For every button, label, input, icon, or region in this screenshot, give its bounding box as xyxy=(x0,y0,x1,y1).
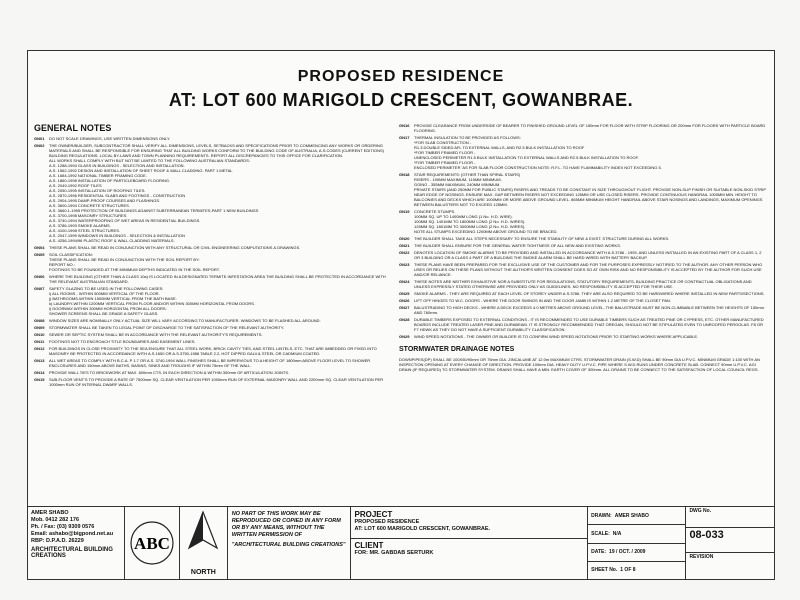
general-note xyxy=(399,250,767,260)
note-number: GN20 xyxy=(399,236,410,241)
general-note xyxy=(399,317,767,332)
note-text: SOIL CLASSIFICATION: THESE PLANS SHALL BE READ IN CONJUNCTION WITH THE SOIL REPORT BY: REPORT NO.: FOOTINGS TO BE FOUNDED AT THE MINIMUM DEPTHS INDICATED IN THE SOIL REPORT. xyxy=(49,252,220,272)
note-text: DENOTES LOCATION OF SMOKE ALARMS TO BE PROVIDED AND INSTALLED IN ACCORDANCE WITH A.S.3786 - 1993, AND UNLESS INSTALLED IN AN EXISTING PART OF A CLASS 1, 2 OR 3 BUILDING OR A CLASS 4 PART OF A BUILDING THE SMOKE ALARM SHALL BE HARD WIRED WITH BATTERY BACKUP. xyxy=(414,250,762,260)
project-address: AT: LOT 600 MARIGOLD CRESCENT, GOWANBRAE. xyxy=(354,526,491,532)
general-note xyxy=(399,262,767,277)
drawn-label: DRAWN: xyxy=(591,512,612,519)
sheet-value: 1 OF 8 xyxy=(620,567,636,574)
note-number: GN04 xyxy=(34,245,45,250)
note-text: THESE PLANS HAVE BEEN PREPARED FOR THE EXCLUSIVE USE OF THE CUSTOMER AND FOR THE PURPOSES EXPRESSLY NOTIFIED TO THE AUTHOR. ANY OTHER PERSON WHO USES OR RELIES ON THESE PLANS WITHOUT THE AUTHOR'S WRITTEN CONSENT DOES SO AT OWN RISK AND NO RESPONSIBILITY IS ACCEPTED BY THE AUTHOR FOR SUCH USE AND/OR RELIANCE. xyxy=(414,262,763,277)
general-note xyxy=(34,286,392,316)
firm-phone: Ph. / Fax: (03) 9309 0576 xyxy=(31,524,95,530)
general-note xyxy=(34,370,392,375)
note-text: THE BUILDER SHALL TAKE ALL STEPS NECESSARY TO ENSURE THE STABILITY OF NEW & EXIST. STRUCTURE DURING ALL WORKS. xyxy=(414,236,670,241)
note-number: GN08 xyxy=(34,318,45,323)
general-note xyxy=(399,243,767,248)
note-text: SUB-FLOOR VENT'S TO PROVIDE A RATE OF 7500mm SQ. CLEAR VENTILATION PER 1000mm RUN OF EXTERNAL MASONRY WALL AND 2200mm SQ. CLEAR VENTILATION PER 1000mm RUN OF INTERNAL DWARF WALLS. xyxy=(49,377,384,387)
firm-rbp: RBP: D.P.A.D. 26229 xyxy=(31,538,84,544)
note-number: GN26 xyxy=(399,298,410,303)
note-number: GN01 xyxy=(34,136,45,141)
firm-email: Email: ashabo@bigpond.net.au xyxy=(31,531,114,537)
note-text: CONCRETE STUMPS. 100MM SQ. UP TO 1400MM LONG (1 No. H.D. WIRE). 100MM SQ. 1401MM TO 1800MM LONG (2 No. H.D. WIRES). 125MM SQ. 1801MM TO 3000MM LONG (2 No. H.D. WIRES). NOTE ALL STUMPS EXCEEDING 1200MM ABOVE GROUND TO BE BRACED. xyxy=(414,209,558,234)
general-note xyxy=(34,358,392,368)
note-number: GN21 xyxy=(399,243,410,248)
note-text: PROVIDE WALL TIES TO BRICKWORK AT MAX. 600mm CTS. IN EACH DIRECTION & WITHIN 300mm OF ARTICULATION JOINTS. xyxy=(49,370,290,375)
note-number: GN07 xyxy=(34,286,45,291)
abc-logo-icon xyxy=(127,518,177,568)
general-note xyxy=(34,143,392,243)
right-notes-list xyxy=(399,123,767,339)
copyright-notice xyxy=(228,507,351,579)
north-point xyxy=(180,507,228,579)
note-text: WIND SPEED NOTATIONS - THE OWNER OR BUILDER IS TO CONFIRM WIND SPEED NOTATIONS PRIOR TO STARTING WORKS WHERE APPLICABLE. xyxy=(414,334,699,339)
general-note xyxy=(399,123,767,133)
client-label: CLIENT xyxy=(354,541,384,550)
general-note xyxy=(34,252,392,272)
note-number: GN23 xyxy=(399,262,410,267)
note-text: FOOTINGS NOT TO ENCROACH TITLE BOUNDARIES AND EASEMENT LINES. xyxy=(49,339,196,344)
general-notes-right xyxy=(399,123,767,372)
note-text: LIFT OFF HINGES TO W.C. DOORS - WHERE THE DOOR SWINGS IN AND THE DOOR JAMB IS WITHIN 1.2 METRE OF THE CLOSET PAN. xyxy=(414,298,671,303)
firm-contact xyxy=(28,507,125,579)
firm-full-name: ARCHITECTURAL BUILDING CREATIONS xyxy=(31,547,113,559)
note-number: GN10 xyxy=(34,332,45,337)
note-number: GN13 xyxy=(34,358,45,363)
note-text: STAIR REQUIREMENTS: (OTHER THAN SPIRAL STAIRS) RISERS - 190MM MAXIMUM, 115MM MINIMUM. GOING - 355MM MAXIMUM, 240MM MINIMUM. PRIVATE STAIRS (AND 250MM FOR PUBLIC STAIRS) RISERS AND TREADS TO BE CONSTANT IN SIZE THROUGHOUT FLIGHT. PROVIDE NON-SLIP FINISH OR SUITABLE NON-SKID STRIP NEAR EDGE OF NOSINGS. ENSURE MAX. GAP BETWEEN RISERS NOT EXCEEDING 125MM OR USE CLOSED RISERS. PROVIDE CONTINUOUS HANDRAIL 1000MM MIN. HEIGHT TO BALCONIES AND DECKS WHICH ARE 1000MM OR MORE ABOVE GROUND LEVEL. 865MM MINIMUM HEIGHT HANDRAIL ABOVE STAIR NOSINGS AND LANDINGS, MAXIMUM OPENINGS BETWEEN BALUSTERS NOT TO EXCEED 125MM. xyxy=(414,172,766,207)
general-note xyxy=(399,236,767,241)
date-value: 19 / OCT. / 2009 xyxy=(609,549,646,556)
date-label: DATE: xyxy=(591,549,607,556)
note-number: GN06 xyxy=(34,274,45,279)
note-number: GN02 xyxy=(34,143,45,148)
drawing-sheet xyxy=(27,50,775,580)
project-label: PROJECT xyxy=(354,510,393,519)
firm-mobile: Mob. 0412 282 176 xyxy=(31,517,80,523)
drawing-number-block xyxy=(686,507,774,579)
general-note xyxy=(399,172,767,207)
general-note xyxy=(34,318,392,323)
general-notes-left xyxy=(34,123,392,389)
note-text: WHERE THE BUILDING (OTHER THAN A CLASS 10a) IS LOCATED IN A DESIGNATED TERMITE INFESTATION AREA THE BUILDING SHALL BE PROTECTED IN ACCORDANCE WITH THE RELEVANT AUSTRALIAN STANDARD. xyxy=(49,274,386,284)
note-text: ALL WET AREAS TO COMPLY WITH B.C.A. P 1.7 OR A.S. 3740-1994 WALL FINISHES SHALL BE IMPERVIOUS TO A HEIGHT OF 1800mm ABOVE FLOOR LEVEL TO SHOWER ENCLOSURES AND 150mm ABOVE BATHS, BASINS, SINKS AND TROUGHS IF WITHIN 75mm OF THE WALL. xyxy=(49,358,371,368)
note-text: STORMWATER SHALL BE TAKEN TO LEGAL POINT OF DISCHARGE TO THE SATISFACTION OF THE RELEVANT AUTHORITY. xyxy=(49,325,285,330)
note-text: SAFETY GLAZING TO BE USED IN THE FOLLOWING CASES: i) ALL ROOMS - WITHIN 500MM VERTICAL OF THE FLOOR. j) BATHROOMS-WITHIN 1500MM VERTICAL FROM THE BATH BASE. k) LAUNDRY-WITHIN 1200MM VERTICAL FROM FLOOR AND/OR WITHIN 300MM HORIZONTAL FROM DOORS. l) DOORWAY-WITHIN 300MM HORIZONTAL FROM ALL DOORS. SHOWER SCREENS SHALL BE GRADE A SAFETY GLASS. xyxy=(49,286,256,316)
note-text: DO NOT SCALE DRAWINGS, USE WRITTEN DIMENSIONS ONLY. xyxy=(49,136,171,141)
left-notes-list xyxy=(34,136,392,387)
firm-name: AMER SHABO xyxy=(31,510,69,516)
stormwater-text: DOWNPIPES(DP) SHALL BE 100X50/90mm OR 75mm DIA. ZINCALUME AT 12.0m MAXIMUM CTRS. STORMWATER DRAIN (S.W.D) SHALL BE 90mm DIA U.P.V.C. MINIMUM GRADE 1:100 WITH AN INSPECTION OPENING AT EVERY CHANGE OF DIRECTION. PROVIDE 100mm DIA. HEAVY DUTY U.P.V.C. PIPE WHERE S.W.D RUNS UNDER CONCRETE SLAB. CONNECT 90mm U.P.V.C. AGI DRAIN (IF REQUIRED) TO STORMWATER SYSTEM. DRAINS SHALL HAVE A MIN. EARTH COVER OF 300mm. ALL DRAINS TO BE CONNECT TO THE SATISFACTION OF LOCAL COUNCIL REGS. xyxy=(399,357,760,372)
note-number: GN12 xyxy=(34,346,45,351)
note-number: GN28 xyxy=(399,317,410,322)
general-note xyxy=(34,325,392,330)
sheet-title: PROPOSED RESIDENCE xyxy=(297,68,505,85)
logo-text: ABC xyxy=(133,534,170,553)
scale-label: SCALE: xyxy=(591,530,610,537)
revision-label: REVISION xyxy=(689,554,714,560)
dwg-value: 08-033 xyxy=(686,528,774,553)
note-number: GN18 xyxy=(399,172,410,177)
note-number: GN17 xyxy=(399,135,410,140)
note-text: PROVIDE CLEARANCE FROM UNDERSIDE OF BEARER TO FINISHED GROUND LEVEL OF 150mm FOR FLOOR WITH STRIP FLOORING OR 200mm FOR FLOORS WITH PARTICLE BOARD FLOORING. xyxy=(414,123,766,133)
dwg-label: DWG No. xyxy=(686,507,774,528)
north-label: NORTH xyxy=(190,569,216,576)
drawing-meta xyxy=(588,507,686,579)
general-note xyxy=(399,209,767,234)
note-number: GN22 xyxy=(399,250,410,255)
sheet-label: SHEET No. xyxy=(591,567,618,574)
note-text: SEWER OR SEPTIC SYSTEM SHALL BE IN ACCORDANCE WITH THE RELEVANT AUTHORITY'S REQUIREMENTS. xyxy=(49,332,263,337)
note-number: GN25 xyxy=(399,291,410,296)
general-notes-heading: GENERAL NOTES xyxy=(34,123,112,133)
note-text: THESE NOTES ARE NEITHER EXHAUSTIVE NOR A SUBSTITUTE FOR REGULATIONS, STATUTORY REQUIREMENTS, BUILDING PRACTICE OR CONTRACTUAL OBLIGATIONS AND UNLESS EXPRESSLY STATED OTHERWISE ARE PROVIDED ONLY AS GUIDELINES. NO RESPONSIBILITY IS ACCEPTED FOR THEIR USE. xyxy=(414,279,752,289)
note-number: GN09 xyxy=(34,325,45,330)
note-text: FOR BUILDINGS IN CLOSE PROXIMITY TO THE SEA ENSURE THAT ALL STEEL WORK, BRICK CAVITY TIES, AND STEEL LINTELS, ETC. THAT ARE IMBEDDED OR FIXED INTO MASONRY BE PROTECTED IN ACCORDANCE WITH A.S.1650 OR A.S.3750-1988 TABLE 2.2, HOT DIPPED GALV.& STEEL OR CADMIUM COATED. xyxy=(49,346,377,356)
note-number: GN16 xyxy=(399,123,410,128)
drawn-value: AMER SHABO xyxy=(614,512,649,519)
note-text: DURABLE TIMBERS EXPOSED TO EXTERNAL CONDITIONS - IT IS RECOMMENDED TO USE DURABLE TIMBERS SUCH AS TREATED PINE OR CYPRESS, ETC. OTHER MANUFACTURED BOARDS INCLUDE TREATED LASER PINE AND DURABEAM. IT IS STRONGLY RECOMMENDED THAT OREGAN, SHOULD NOT BE STIPULATED EVEN TO UNROOFED PERGOLAS. F8 OR F7 HDWK AS THEY DO NOT HAVE A SUFFICIENT DURABILITY CLASSIFICATION. xyxy=(414,317,764,332)
note-text: THESE PLANS SHALL BE READ IN CONJUNCTION WITH ANY STRUCTURAL OR CIVIL ENGINEERING COMPUTATIONS & DRAWINGS. xyxy=(49,245,301,250)
note-number: GN14 xyxy=(34,370,45,375)
general-note xyxy=(34,245,392,250)
note-number: GN27 xyxy=(399,305,410,310)
north-arrow-icon xyxy=(183,510,223,556)
abc-logo xyxy=(125,507,180,579)
note-text: WINDOW SIZES ARE NOMINALLY ONLY ACTUAL SIZE WILL VARY ACCORDING TO MANUFACTURER. WINDOWS TO BE FLASHED ALL AROUND. xyxy=(49,318,321,323)
general-note xyxy=(34,377,392,387)
general-note xyxy=(34,136,392,141)
title-block xyxy=(28,506,774,579)
project-block xyxy=(351,507,589,579)
general-note xyxy=(399,334,767,339)
note-number: GN29 xyxy=(399,334,410,339)
general-note xyxy=(399,305,767,315)
sheet-address: AT: LOT 600 MARIGOLD CRESCENT, GOWANBRAE. xyxy=(168,90,634,110)
note-number: GN15 xyxy=(34,377,45,382)
general-note xyxy=(34,339,392,344)
general-note xyxy=(399,298,767,303)
general-note xyxy=(34,274,392,284)
project-value: PROPOSED RESIDENCE xyxy=(354,519,420,525)
note-text: THERMAL INSULATION TO BE PROVIDED AS FOLLOWS: *FOR SLAB CONSTRUCTION - R1.3 DOUBLE SIDED AFL TO EXTERNAL WALLS, AND R2.5 BULK INSTALLATION TO ROOF *FOR TIMBER FRAMED FLOOR - UNENCLOSED PERIMETER R1.5 BULK INSTALLATION TO EXTERNAL WALLS AND R2.5 BULK INSTALLATION TO ROOF. *FOR TIMBER FRAMED FLOOR - ENCLOSED PERIMETER 'AS FOR SLAB FLOOR CONSTRUCTION NOTE: R.F.L. TO HAVE FLAMMABILITY INDEX NOT EXCEEDING 5. xyxy=(414,135,662,170)
copyright-text: NO PART OF THIS WORK MAY BE REPRODUCED OR COPIED IN ANY FORM OR BY ANY MEANS, WITHOUT THE WRITTEN PERMISSION OF xyxy=(231,511,341,538)
note-text: SMOKE ALARMS - THEY ARE REQUIRED AT EACH LEVEL OF STOREY UNDER A.S.3786. THEY ARE ALSO REQUIRED TO BE HARDWIRED WHERE INSTALLED IN NEW PARTS/SECTIONS. xyxy=(414,291,765,296)
general-note xyxy=(399,291,767,296)
note-number: GN19 xyxy=(399,209,410,214)
general-note xyxy=(34,332,392,337)
general-note xyxy=(399,135,767,170)
scale-value: N/A xyxy=(612,530,622,537)
stormwater-heading: STORMWATER DRAINAGE NOTES xyxy=(399,346,515,353)
note-number: GN11 xyxy=(34,339,45,344)
copyright-firm: "ARCHITECTURAL BUILDING CREATIONS" xyxy=(231,542,346,548)
client-value: FOR: MR. GABDAB SERTURK xyxy=(354,550,434,556)
note-text: BALUSTRADING TO HIGH DECKS - WHERE A DECK EXCEEDS 4.0 METRES ABOVE GROUND LEVEL, THE BALUSTRADE MUST BE NON-CLIMBABLE BETWEEN THE HEIGHTS OF 150mm AND 760mm. xyxy=(414,305,764,315)
general-note xyxy=(399,279,767,289)
note-number: GN24 xyxy=(399,279,410,284)
note-text: THE BUILDER SHALL ENSURE FOR THE GENERAL WATER TIGHTNESS OF ALL NEW AND EXISTING WORKS. xyxy=(414,243,621,248)
note-number: GN05 xyxy=(34,252,45,257)
general-note xyxy=(34,346,392,356)
note-text: THE OWNER/BUILDER, SUBCONTRACTOR SHALL VERIFY ALL DIMENSIONS, LEVELS, SETBACKS AND SPECIFICATIONS PRIOR TO COMMENCING ANY WORKS OR ORDERING MATERIALS AND SHALL BE RESPONSIBLE FOR ENSURING THAT ALL BUILDING WORKS CONFORM TO THE BUILDING CODE OF AUSTRALIA, A.S.CODES (CURRENT EDITIONS) BUILDING REGULATIONS, LOCAL BY-LAWS AND TOWN PLANNING REQUIREMENTS. REPORT ALL DISCREPANCIES TO THIS OFFICE FOR CLARIFICATION. ALL WORKS SHALL COMPLY WITH BUT NOT BE LIMITED TO THE FOLLOWING AUSTRALIAN STANDARDS: A.S. 1288-1994 GLASS IN BUILDINGS - SELECTION AND INSTALLATION. A.S. 1562-1992 DESIGN AND INSTALLATION OF SHEET ROOF & WALL CLADDING. PART 1 METAL A.S. 1684-1992 NATIONAL TIMBER FRAMING CODE. A.S. 1860-1998 INSTALLATION OF PARTICLEBOARD FLOORING. A.S. 2049-1992 ROOF TILES A.S. 2050-1995 INSTALLATION OF ROOFING TILES. A.S. 2870-1996 RESIDENTIAL SLABS AND FOOTINGS - CONSTRUCTION A.S. 2904-1995 DAMP-PROOF COURSES AND FLASHINGS. A.S. 3600-1994 CONCRETE STRUCTURES. A.S. 3660.1-1995 PROTECTION OF BUILDINGS AGAINST SUBTERRANEAN TERMITES-PART 1 NEW BUILDINGS A.S. 3700-1998 MASONRY STRUCTURES A.S. 3740-1994 WATERPROOFING OF WET AREAS IN RESIDENTIAL BUILDINGS. A.S. 3786-1993 SMOKE ALARMS. A.S. 4100-1998 STEEL STRUCTURES. A.S. 2047-1999 WINDOWS IN BUILDINGS - SELECTION & INSTALLATION A.S. 4256-1994/96 PLASTIC ROOF & WALL CLADDING MATERIALS. xyxy=(49,143,384,243)
